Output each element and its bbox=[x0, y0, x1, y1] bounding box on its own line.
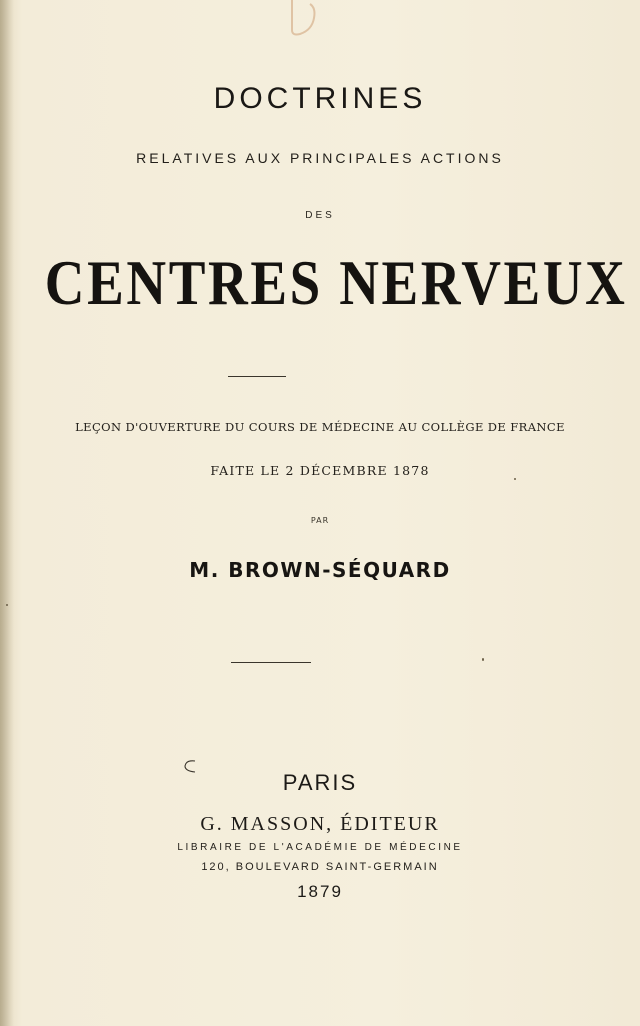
lecture-date: FAITE LE 2 DÉCEMBRE 1878 bbox=[210, 463, 430, 478]
lecture-description: LEÇON D'OUVERTURE DU COURS DE MÉDECINE AU COLLÈGE DE FRANCE bbox=[75, 420, 565, 434]
paper-speck bbox=[514, 478, 516, 480]
imprint-publisher-role: LIBRAIRE DE L'ACADÉMIE DE MÉDECINE bbox=[177, 842, 463, 853]
connector-word: DES bbox=[305, 210, 335, 221]
paper-speck bbox=[482, 658, 484, 661]
library-stamp-mark bbox=[284, 0, 320, 40]
by-label: PAR bbox=[310, 516, 330, 525]
subtitle: RELATIVES AUX PRINCIPALES ACTIONS bbox=[136, 150, 504, 166]
divider-rule bbox=[231, 662, 311, 663]
imprint-publisher: G. MASSON, ÉDITEUR bbox=[200, 813, 440, 835]
paper-speck bbox=[6, 604, 8, 606]
author-name: M. BROWN-SÉQUARD bbox=[189, 558, 451, 582]
main-title: DOCTRINES bbox=[213, 82, 427, 115]
imprint-year: 1879 bbox=[297, 882, 343, 901]
divider-rule bbox=[228, 376, 286, 377]
subject-title: CENTRES NERVEUX bbox=[44, 247, 628, 318]
imprint-city: PARIS bbox=[282, 770, 358, 795]
imprint-address: 120, BOULEVARD SAINT-GERMAIN bbox=[201, 861, 439, 873]
